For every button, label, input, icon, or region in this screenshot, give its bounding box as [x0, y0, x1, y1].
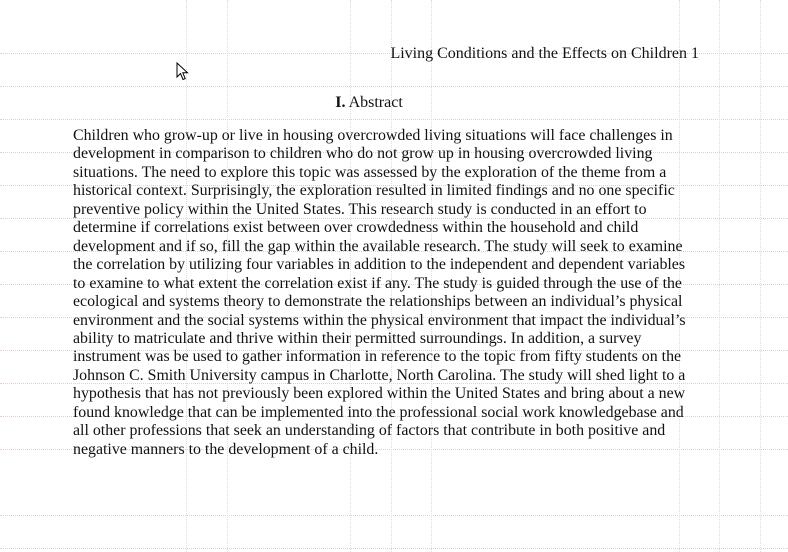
text-line: ecological and systems theory to demonstrate the relationships between an individual’s physical [73, 293, 683, 311]
text-line: the correlation by utilizing four variables in addition to the independent and dependent variables [73, 256, 686, 274]
text-line: preventive policy within the United States. This research study is conducted in an effort to [73, 200, 647, 218]
text-line: development in comparison to children who do not grow up in housing overcrowded living [73, 145, 653, 163]
text-line: historical context. Surprisingly, the exploration resulted in limited findings and no one specific [73, 182, 675, 200]
text-line: found knowledge that can be implemented into the professional social work knowledgebase and [73, 403, 684, 421]
text-line: environment and the social systems within the physical environment that impact the individual’s [73, 311, 686, 329]
section-number: I. [335, 94, 346, 111]
text-line: all other professions that seek an understanding of factors that contribute in both positive and [73, 422, 666, 440]
section-title: Abstract [348, 94, 403, 111]
abstract-paragraph [73, 127, 713, 459]
text-line: Children who grow-up or live in housing overcrowded living situations will face challenges in [73, 127, 673, 144]
text-line: Johnson C. Smith University campus in Charlotte, North Carolina. The study will shed light to a [73, 366, 686, 384]
section-heading [0, 93, 738, 113]
text-line: instrument was be used to gather information in reference to the topic from fifty students on the [73, 348, 682, 366]
text-line: negative manners to the development of a child. [73, 440, 379, 458]
text-line: ability to matriculate and thrive within their permitted surroundings. In addition, a survey [73, 329, 642, 347]
text-line: determine if correlations exist between over crowdedness within the household and child [73, 219, 639, 237]
text-line: situations. The need to explore this topic was assessed by the exploration of the theme from a [73, 163, 667, 181]
text-line: to examine to what extent the correlation exist if any. The study is guided through the use of the [73, 274, 682, 292]
running-head: Living Conditions and the Effects on Children 1 [390, 45, 699, 62]
mouse-pointer-icon [176, 62, 190, 82]
text-line: hypothesis that has not previously been explored within the United States and bring about a new [73, 385, 686, 403]
text-line: development and if so, fill the gap within the available research. The study will seek to examine [73, 237, 683, 255]
